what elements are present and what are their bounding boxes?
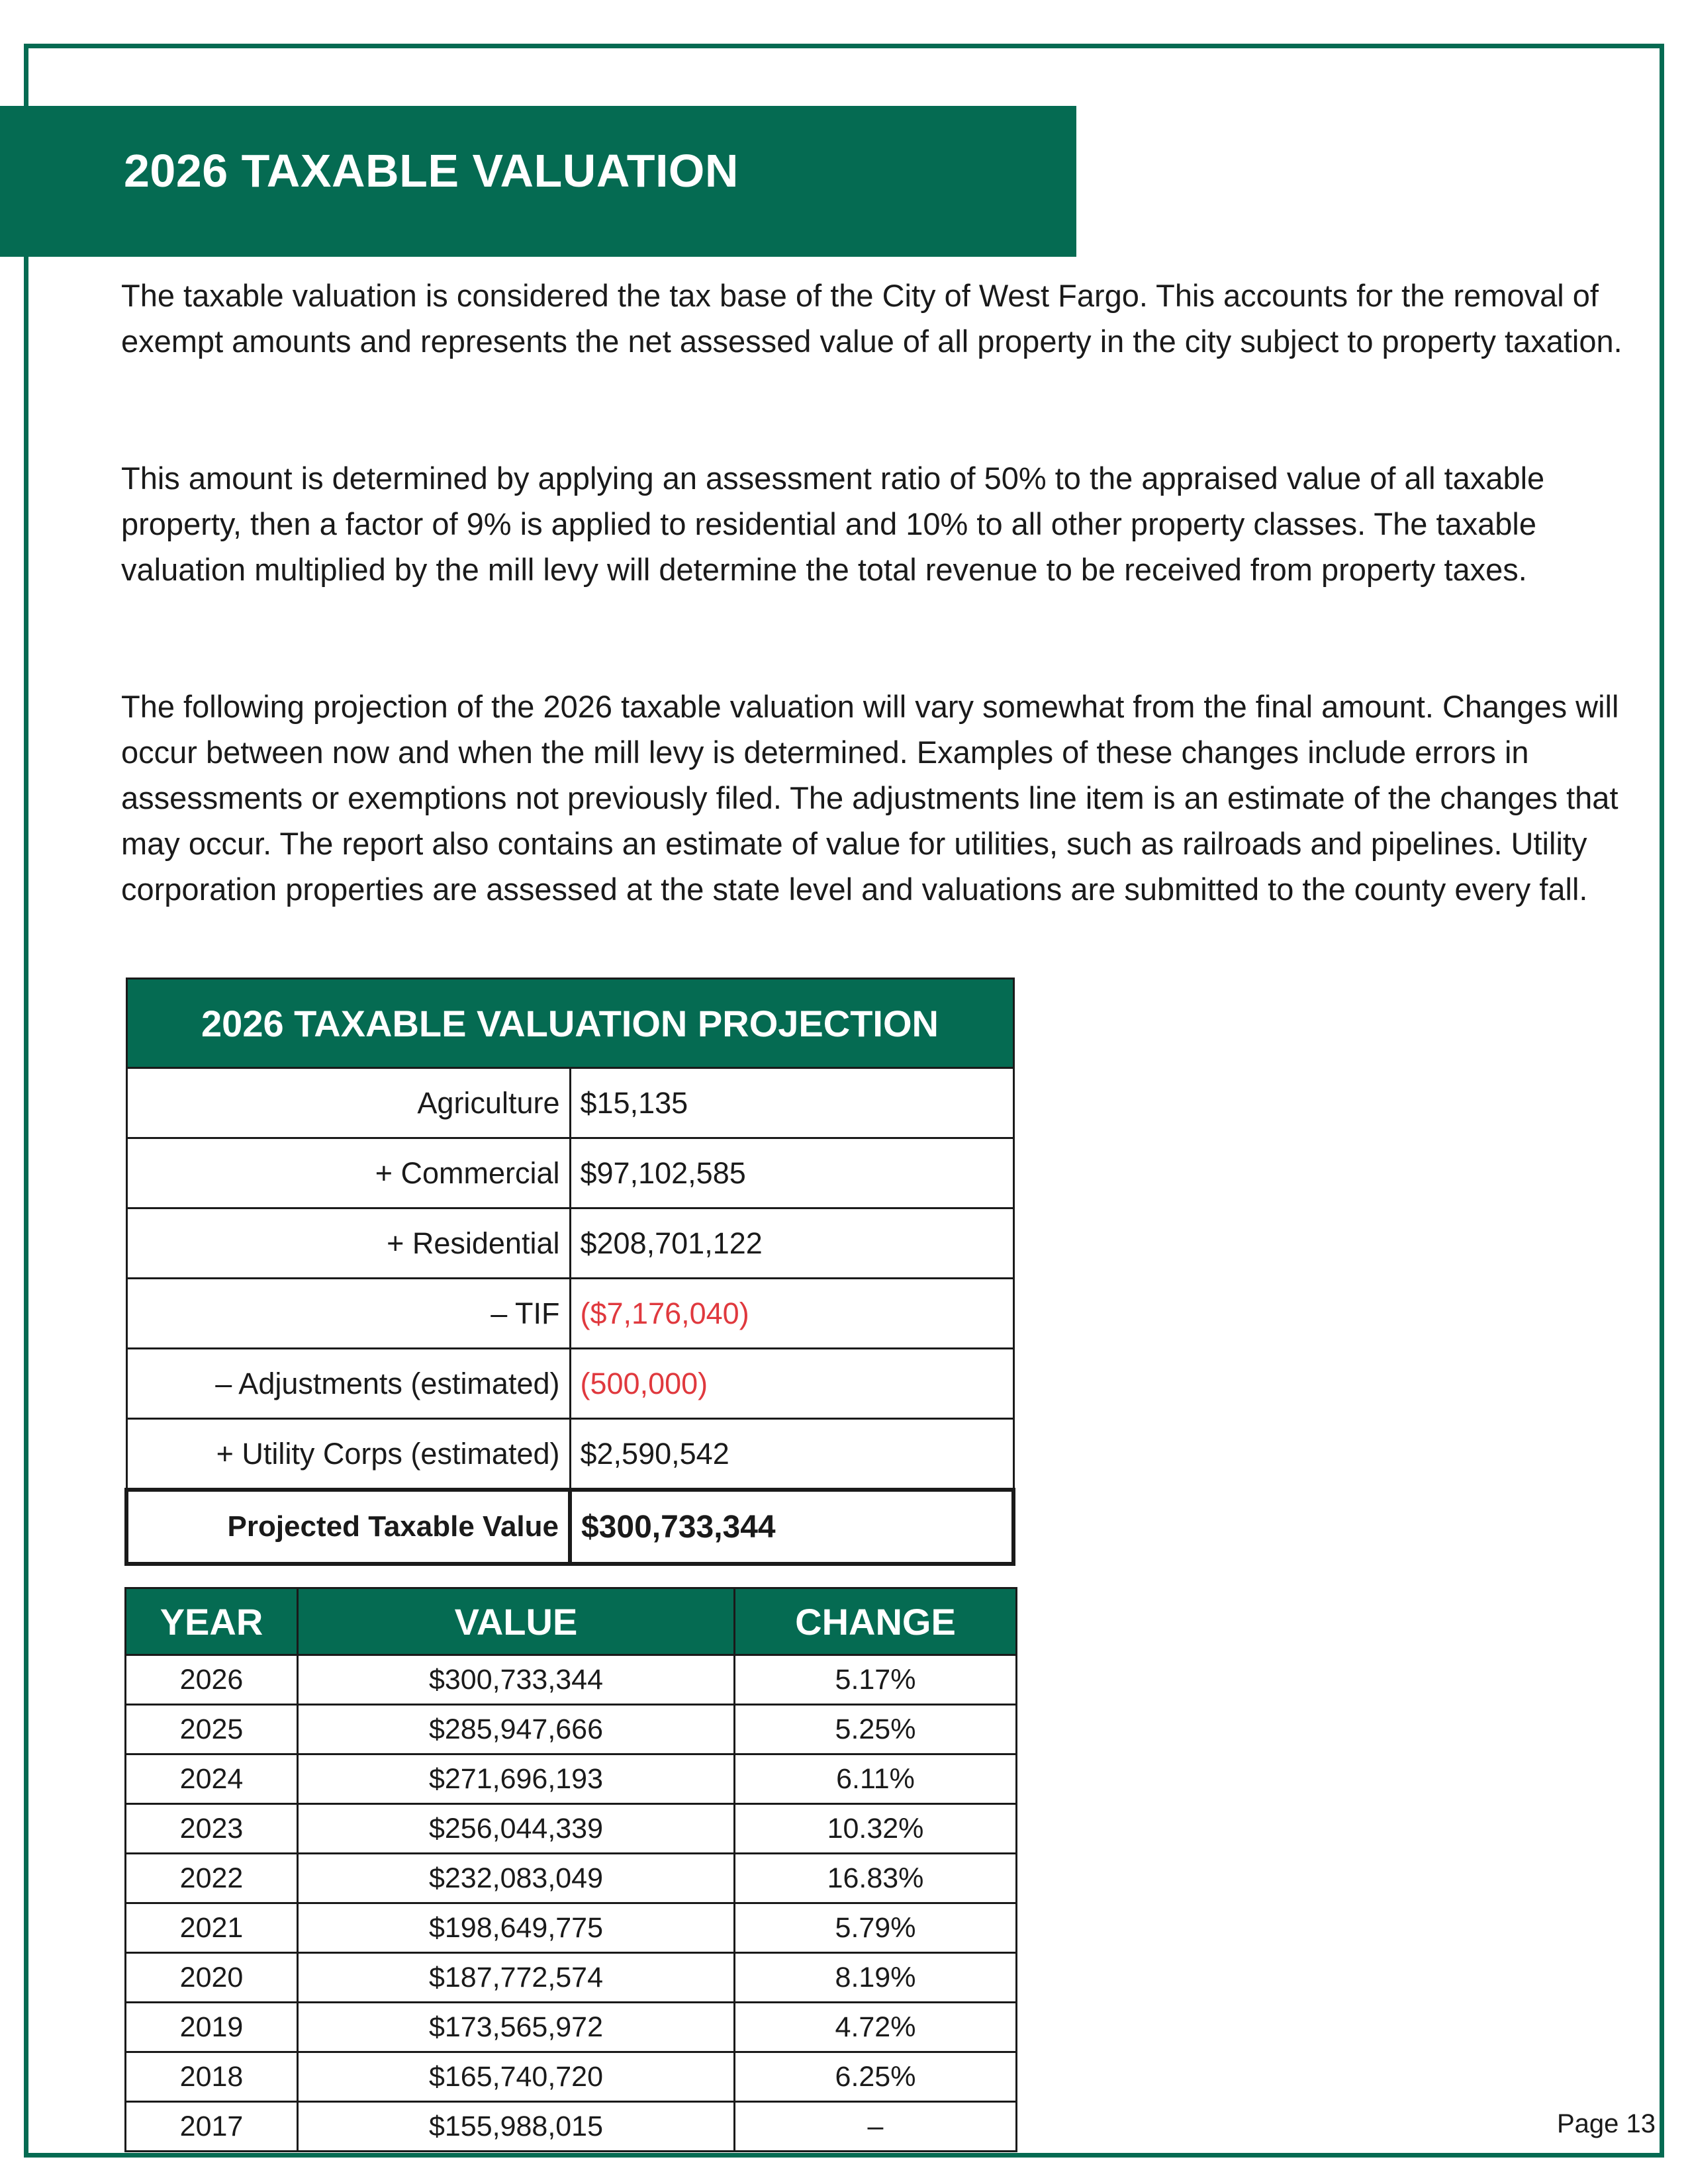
year-cell: 2022 xyxy=(126,1854,298,1903)
row-label: + Utility Corps (estimated) xyxy=(126,1419,570,1490)
table-row xyxy=(126,1208,1013,1279)
row-label: + Residential xyxy=(126,1208,570,1279)
table-row xyxy=(126,2052,1017,2102)
change-cell: 4.72% xyxy=(735,2003,1017,2052)
page-title: 2026 TAXABLE VALUATION xyxy=(124,145,739,197)
value-cell: $187,772,574 xyxy=(298,1953,735,2003)
change-cell: 6.11% xyxy=(735,1754,1017,1804)
table-row xyxy=(126,1279,1013,1349)
year-cell: 2020 xyxy=(126,1953,298,2003)
row-value: $2,590,542 xyxy=(570,1419,1013,1490)
row-value: $97,102,585 xyxy=(570,1138,1013,1208)
column-header-change: CHANGE xyxy=(735,1588,1017,1655)
year-cell: 2018 xyxy=(126,2052,298,2102)
change-cell: 5.17% xyxy=(735,1655,1017,1705)
year-cell: 2017 xyxy=(126,2102,298,2152)
total-label: Projected Taxable Value xyxy=(126,1490,570,1564)
history-table xyxy=(124,1587,1017,2152)
projection-table xyxy=(124,978,1015,1566)
change-cell: 16.83% xyxy=(735,1854,1017,1903)
row-label: – TIF xyxy=(126,1279,570,1349)
change-cell: 10.32% xyxy=(735,1804,1017,1854)
year-cell: 2026 xyxy=(126,1655,298,1705)
total-value: $300,733,344 xyxy=(570,1490,1013,1564)
table-row xyxy=(126,1419,1013,1490)
value-cell: $256,044,339 xyxy=(298,1804,735,1854)
table-row xyxy=(126,1349,1013,1419)
projection-paragraph: The following projection of the 2026 taxable valuation will vary somewhat from the final amount. Changes will occur between now and when the mill levy is determined. Examples of these changes include errors in assessments or exemptions not previously filed. The adjustments line item is an estimate of the changes that may occur. The report also contains an estimate of value for utilities, such as railroads and pipelines. Utility corporation properties are assessed at the state level and valuations are submitted to the county every fall. xyxy=(121,689,1619,907)
table-row xyxy=(126,1138,1013,1208)
assessment-paragraph: This amount is determined by applying an assessment ratio of 50% to the appraised value of all taxable property, then a factor of 9% is applied to residential and 10% to all other property classes. The taxable valuation multiplied by the mill levy will determine the total revenue to be received from property taxes. xyxy=(121,461,1545,587)
table-row xyxy=(126,1804,1017,1854)
row-value-negative: ($7,176,040) xyxy=(570,1279,1013,1349)
table-row xyxy=(126,1903,1017,1953)
row-label: Agriculture xyxy=(126,1068,570,1138)
value-cell: $155,988,015 xyxy=(298,2102,735,2152)
table-row xyxy=(126,1655,1017,1705)
table-row xyxy=(126,1854,1017,1903)
projection-table-header-row xyxy=(126,979,1013,1068)
year-cell: 2021 xyxy=(126,1903,298,1953)
table-row xyxy=(126,1953,1017,2003)
change-cell: – xyxy=(735,2102,1017,2152)
table-row xyxy=(126,1754,1017,1804)
change-cell: 5.25% xyxy=(735,1705,1017,1754)
page-number: Page 13 xyxy=(1557,2109,1656,2138)
value-cell: $285,947,666 xyxy=(298,1705,735,1754)
table-row xyxy=(126,2102,1017,2152)
row-value-negative: (500,000) xyxy=(570,1349,1013,1419)
change-cell: 8.19% xyxy=(735,1953,1017,2003)
projection-table-title: 2026 TAXABLE VALUATION PROJECTION xyxy=(126,979,1013,1068)
value-cell: $232,083,049 xyxy=(298,1854,735,1903)
row-label: + Commercial xyxy=(126,1138,570,1208)
change-cell: 6.25% xyxy=(735,2052,1017,2102)
column-header-year: YEAR xyxy=(126,1588,298,1655)
column-header-value: VALUE xyxy=(298,1588,735,1655)
year-cell: 2023 xyxy=(126,1804,298,1854)
year-cell: 2024 xyxy=(126,1754,298,1804)
year-cell: 2019 xyxy=(126,2003,298,2052)
value-cell: $300,733,344 xyxy=(298,1655,735,1705)
history-table-header-row xyxy=(126,1588,1017,1655)
row-value: $208,701,122 xyxy=(570,1208,1013,1279)
value-cell: $173,565,972 xyxy=(298,2003,735,2052)
table-row xyxy=(126,1705,1017,1754)
row-value: $15,135 xyxy=(570,1068,1013,1138)
table-row xyxy=(126,1068,1013,1138)
table-row xyxy=(126,2003,1017,2052)
change-cell: 5.79% xyxy=(735,1903,1017,1953)
intro-paragraph: The taxable valuation is considered the tax base of the City of West Fargo. This accounts for the removal of exempt amounts and represents the net assessed value of all property in the city subject to property taxation. xyxy=(121,278,1622,359)
value-cell: $198,649,775 xyxy=(298,1903,735,1953)
total-row xyxy=(126,1490,1013,1564)
row-label: – Adjustments (estimated) xyxy=(126,1349,570,1419)
value-cell: $165,740,720 xyxy=(298,2052,735,2102)
year-cell: 2025 xyxy=(126,1705,298,1754)
value-cell: $271,696,193 xyxy=(298,1754,735,1804)
